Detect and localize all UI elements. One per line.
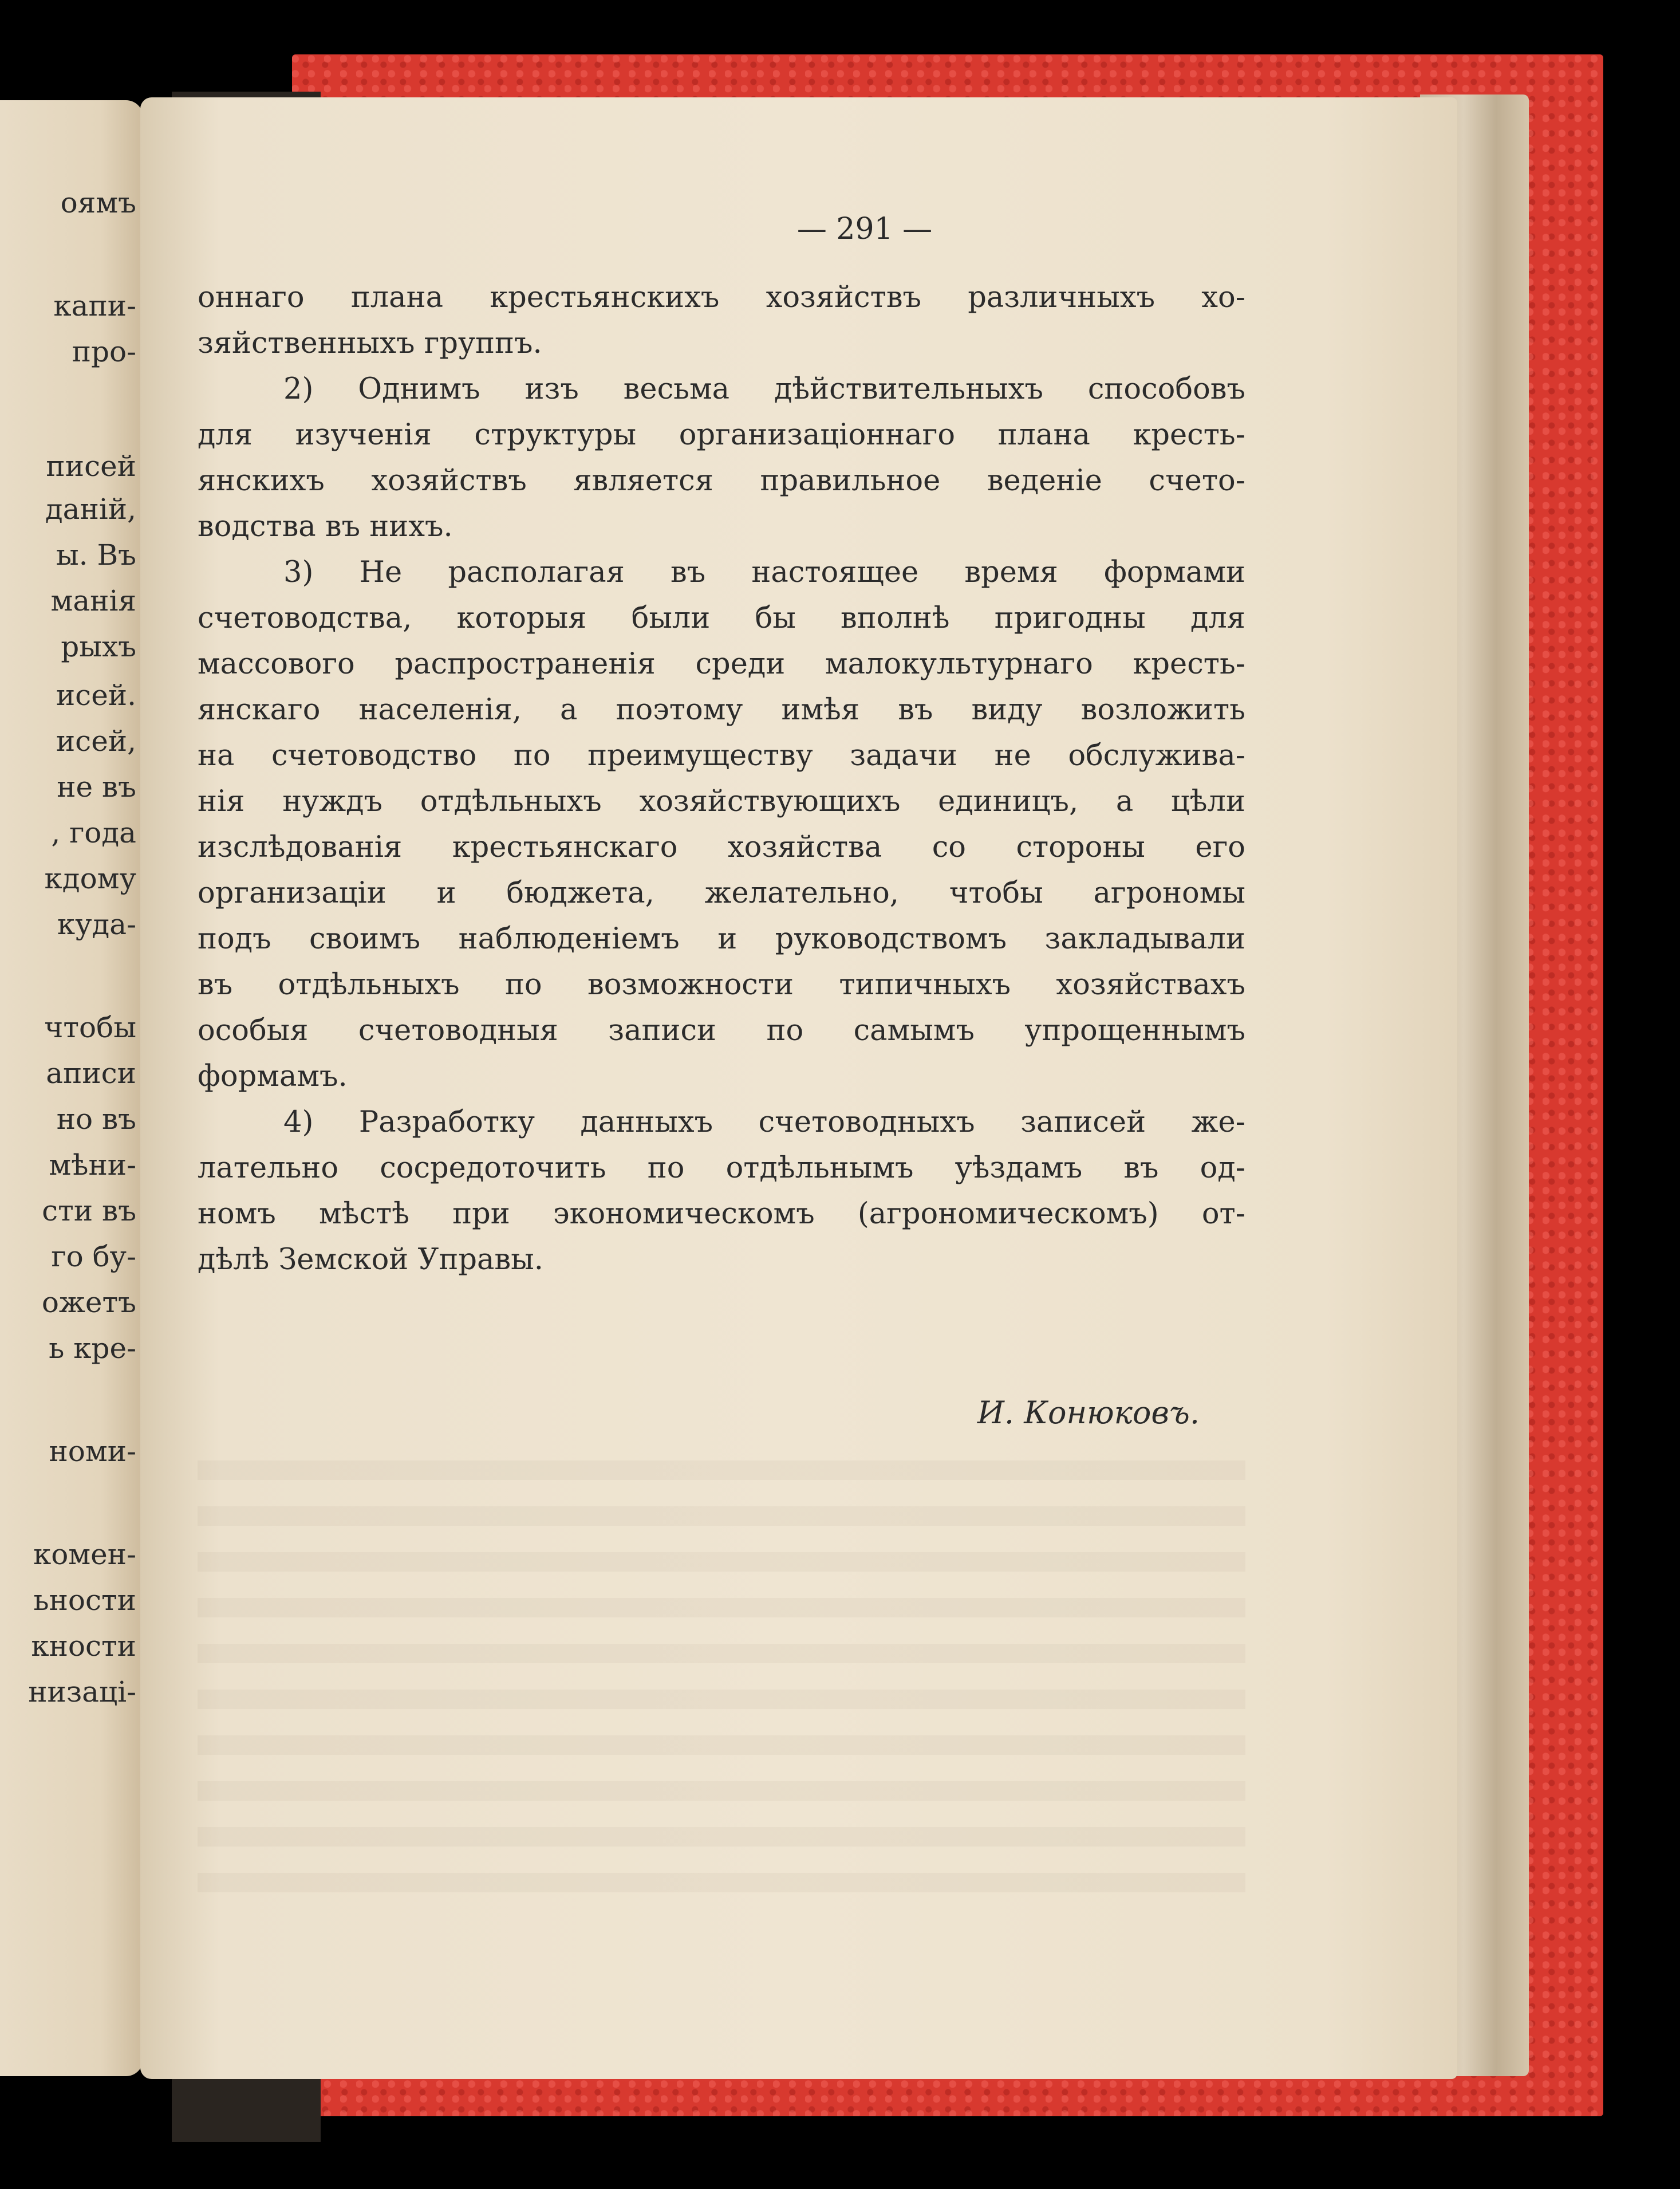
word: од- xyxy=(1200,1151,1245,1185)
left-page-fragment: комен- xyxy=(33,1538,136,1571)
word: по xyxy=(513,739,551,773)
text-line xyxy=(198,779,1245,825)
word: цѣли xyxy=(1171,785,1245,818)
word: его xyxy=(1195,830,1245,864)
word: оннаго xyxy=(198,281,305,314)
text-line xyxy=(198,871,1245,916)
word: записи xyxy=(608,1014,717,1048)
word: нія xyxy=(198,785,245,818)
word: массового xyxy=(198,647,355,681)
word: плана xyxy=(997,418,1090,452)
word: единицъ, xyxy=(938,785,1079,818)
left-page-fragment: номи- xyxy=(49,1435,136,1468)
text-line xyxy=(198,825,1245,871)
main-page xyxy=(140,97,1457,2079)
left-page-fragment: аписи xyxy=(46,1057,136,1090)
word: янскихъ xyxy=(198,464,325,498)
word: счетоводныхъ xyxy=(758,1105,975,1139)
text-line: дѣлѣ Земской Управы. xyxy=(198,1243,543,1277)
word: и xyxy=(717,922,738,956)
word: среди xyxy=(695,647,786,681)
word: уѣздамъ xyxy=(955,1151,1083,1185)
word: лательно xyxy=(198,1151,339,1185)
word: преимуществу xyxy=(587,739,813,773)
word: время xyxy=(964,556,1058,589)
word: по xyxy=(504,968,542,1002)
word: настоящее xyxy=(751,556,919,589)
word: стороны xyxy=(1016,830,1145,864)
word: формами xyxy=(1103,556,1245,589)
word: въ xyxy=(898,693,933,727)
text-line xyxy=(198,1100,1245,1145)
word: а xyxy=(1115,785,1134,818)
left-page-fragment: , года xyxy=(51,816,136,849)
word: экономическомъ xyxy=(553,1197,815,1231)
left-page-fragment: чтобы xyxy=(44,1011,136,1044)
word: и xyxy=(436,876,456,910)
text-line xyxy=(198,458,1245,504)
word: закладывали xyxy=(1044,922,1245,956)
text-line xyxy=(198,1008,1245,1054)
text-line xyxy=(198,596,1245,641)
word: населенія, xyxy=(358,693,522,727)
word: бюджета, xyxy=(506,876,654,910)
word: для xyxy=(1190,601,1245,635)
left-page-fragment: сти въ xyxy=(42,1194,136,1227)
word: по xyxy=(766,1014,804,1048)
left-page-fragment: исей, xyxy=(56,725,136,758)
word: 2) xyxy=(283,372,314,406)
word: (агрономическомъ) xyxy=(857,1197,1159,1231)
left-page-fragment: низаці- xyxy=(28,1675,136,1708)
word: Разработку xyxy=(358,1105,535,1139)
word: счетоводство xyxy=(271,739,477,773)
left-facing-page xyxy=(0,100,143,2076)
left-page-fragment: но въ xyxy=(56,1103,136,1136)
left-page-fragment: ожетъ xyxy=(41,1286,136,1319)
word: нуждъ xyxy=(282,785,382,818)
word: задачи xyxy=(850,739,958,773)
word: отдѣльныхъ xyxy=(278,968,460,1002)
word: 3) xyxy=(283,556,314,589)
word: а xyxy=(560,693,578,727)
word: является xyxy=(573,464,713,498)
word: бы xyxy=(755,601,796,635)
word: крестьянскаго xyxy=(452,830,678,864)
left-page-fragment: рыхъ xyxy=(61,630,136,663)
text-line xyxy=(198,550,1245,596)
word: возложить xyxy=(1080,693,1245,727)
text-line xyxy=(198,412,1245,458)
text-line xyxy=(198,962,1245,1008)
word: при xyxy=(452,1197,510,1231)
left-page-fragment: кности xyxy=(31,1629,136,1663)
word: кресть- xyxy=(1133,647,1245,681)
word: хозяйствующихъ xyxy=(639,785,901,818)
word: счетоводныя xyxy=(358,1014,558,1048)
word: въ xyxy=(198,968,233,1002)
text-line: зяйственныхъ группъ. xyxy=(198,326,542,360)
text-line xyxy=(198,733,1245,779)
word: агрономы xyxy=(1093,876,1245,910)
word: въ xyxy=(671,556,706,589)
text-line: формамъ. xyxy=(198,1060,348,1093)
word: от- xyxy=(1201,1197,1245,1231)
word: кресть- xyxy=(1133,418,1245,452)
word: обслужива- xyxy=(1068,739,1245,773)
word: подъ xyxy=(198,922,271,956)
word: мѣстѣ xyxy=(319,1197,409,1231)
word: янскаго xyxy=(198,693,321,727)
word: хо- xyxy=(1201,281,1245,314)
left-page-fragment: оямъ xyxy=(60,186,136,219)
word: вполнѣ xyxy=(840,601,950,635)
word: же- xyxy=(1191,1105,1245,1139)
word: типичныхъ xyxy=(839,968,1011,1002)
word: крестьянскихъ xyxy=(490,281,720,314)
left-page-fragment: кдому xyxy=(44,862,136,895)
word: весьма xyxy=(623,372,730,406)
word: которыя xyxy=(456,601,587,635)
left-page-fragment: исей. xyxy=(56,679,136,712)
left-page-fragment: манія xyxy=(50,584,136,617)
word: плана xyxy=(350,281,443,314)
left-page-fragment: мѣни- xyxy=(49,1148,136,1182)
word: виду xyxy=(971,693,1043,727)
word: упрощеннымъ xyxy=(1024,1014,1245,1048)
left-page-fragment: ь кре- xyxy=(49,1332,136,1365)
word: хозяйства xyxy=(727,830,882,864)
left-page-fragment: даній, xyxy=(45,493,136,526)
text-line: водства въ нихъ. xyxy=(198,510,453,544)
left-page-fragment: ьности xyxy=(33,1584,136,1617)
text-line xyxy=(198,641,1245,687)
left-page-fragment: ы. Въ xyxy=(56,538,136,572)
word: желательно, xyxy=(704,876,899,910)
word: организаціи xyxy=(198,876,387,910)
body-text xyxy=(198,275,1245,1283)
text-line xyxy=(198,275,1245,321)
word: самымъ xyxy=(853,1014,975,1048)
left-page-fragment: писей xyxy=(46,450,136,483)
word: номъ xyxy=(198,1197,276,1231)
word: способовъ xyxy=(1087,372,1245,406)
word: данныхъ xyxy=(580,1105,713,1139)
page-number: — 291 — xyxy=(796,212,933,246)
word: на xyxy=(198,739,235,773)
word: записей xyxy=(1020,1105,1146,1139)
word: счетоводства, xyxy=(198,601,412,635)
word: Однимъ xyxy=(358,372,480,406)
word: со xyxy=(932,830,966,864)
word: чтобы xyxy=(949,876,1043,910)
word: своимъ xyxy=(309,922,421,956)
word: правильное xyxy=(760,464,941,498)
word: различныхъ xyxy=(968,281,1156,314)
word: сосредоточить xyxy=(380,1151,606,1185)
word: въ xyxy=(1123,1151,1159,1185)
text-line xyxy=(198,1145,1245,1191)
text-line xyxy=(198,687,1245,733)
word: поэтому xyxy=(616,693,743,727)
word: руководствомъ xyxy=(775,922,1007,956)
word: малокультурнаго xyxy=(825,647,1093,681)
word: распространенія xyxy=(395,647,656,681)
word: особыя xyxy=(198,1014,309,1048)
word: не xyxy=(994,739,1031,773)
word: наблюденіемъ xyxy=(458,922,680,956)
text-line xyxy=(198,1191,1245,1237)
word: дѣйствительныхъ xyxy=(774,372,1043,406)
word: изученія xyxy=(295,418,432,452)
word: располагая xyxy=(448,556,625,589)
word: отдѣльныхъ xyxy=(420,785,602,818)
word: Не xyxy=(359,556,403,589)
word: структуры xyxy=(474,418,637,452)
text-line xyxy=(198,916,1245,962)
word: веденіе xyxy=(987,464,1102,498)
word: были xyxy=(631,601,711,635)
word: хозяйствахъ xyxy=(1056,968,1245,1002)
word: изслѣдованія xyxy=(198,830,403,864)
word: отдѣльнымъ xyxy=(725,1151,914,1185)
word: возможности xyxy=(587,968,794,1002)
word: 4) xyxy=(283,1105,314,1139)
text-line xyxy=(198,367,1245,412)
left-page-fragment: го бу- xyxy=(51,1240,136,1273)
word: хозяйствъ xyxy=(766,281,921,314)
word: имѣя xyxy=(781,693,860,727)
left-page-fragment: про- xyxy=(72,335,136,368)
author-signature: И. Конюковъ. xyxy=(977,1395,1200,1431)
word: изъ xyxy=(524,372,579,406)
word: счето- xyxy=(1149,464,1245,498)
word: по xyxy=(647,1151,685,1185)
left-page-fragment: не въ xyxy=(57,770,136,804)
word: хозяйствъ xyxy=(371,464,527,498)
word: пригодны xyxy=(994,601,1146,635)
left-page-fragment: капи- xyxy=(53,289,136,322)
show-through xyxy=(198,1460,1245,1896)
word: организаціоннаго xyxy=(679,418,956,452)
left-page-fragment: куда- xyxy=(57,908,136,941)
word: для xyxy=(198,418,253,452)
